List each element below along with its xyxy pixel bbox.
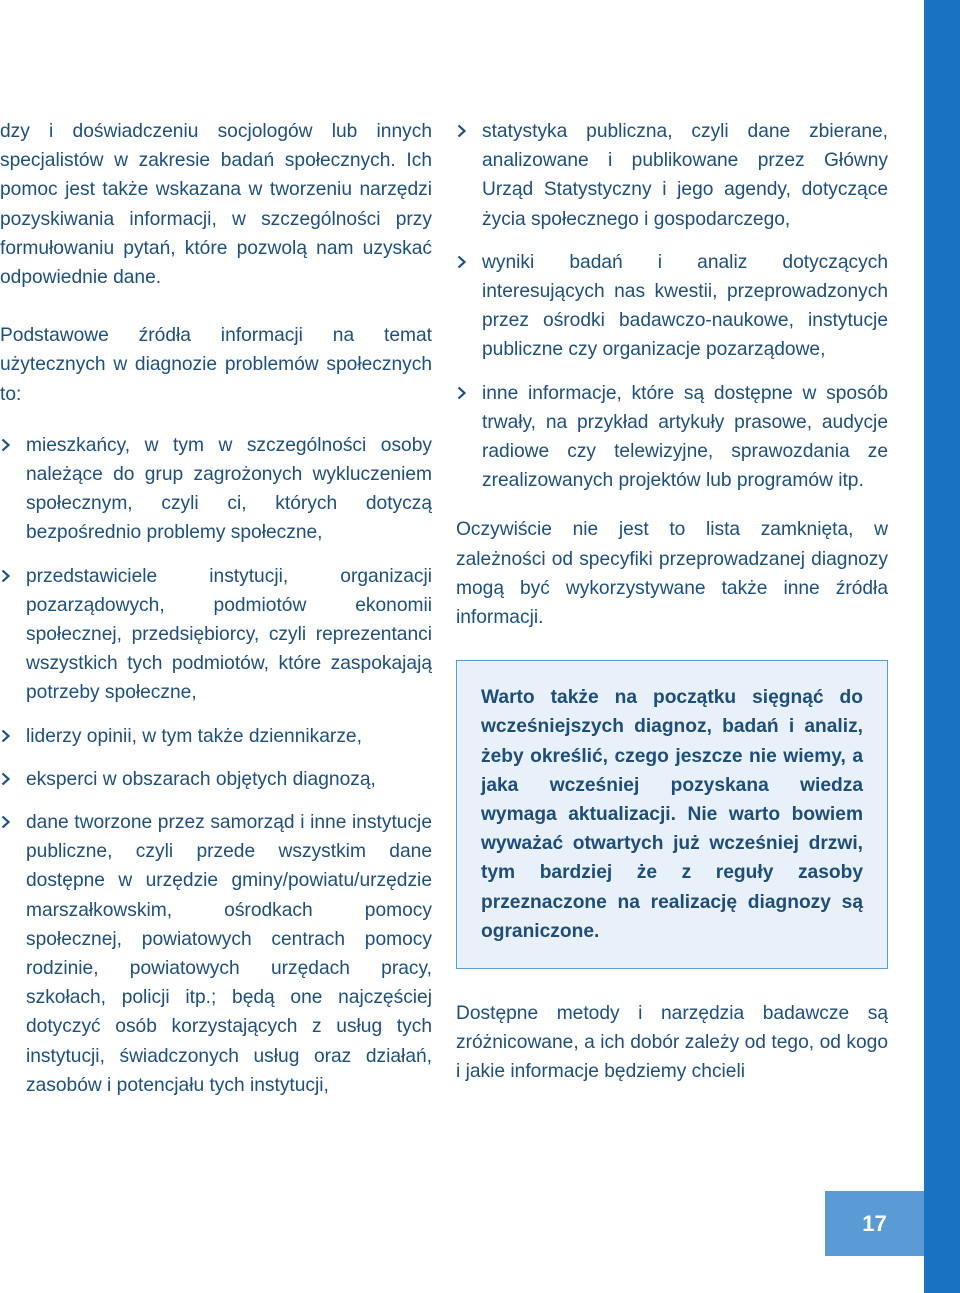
chevron-right-icon bbox=[1, 438, 10, 452]
chevron-right-icon bbox=[1, 569, 10, 583]
list-item bbox=[456, 248, 888, 365]
chevron-right-icon bbox=[1, 772, 10, 786]
intro-paragraph: dzy i doświadczeniu socjologów lub innych specjalistów w zakresie badań społecznych. Ich pomoc jest także wskazana w tworzeniu narzędzi pozyskiwania informacji, w szczególności przy formułowaniu pytań, które pozwolą nam uzyskać odpowiednie dane. bbox=[0, 121, 432, 289]
list-item bbox=[456, 117, 888, 234]
left-column bbox=[0, 117, 432, 1100]
list-item bbox=[0, 562, 432, 708]
note-text: Warto także na początku sięgnąć do wcześniejszych diagnoz, badań i analiz, żeby określić, czego jeszcze nie wiemy, a jaka wcześniej pozyskana wiedza wymaga aktualizacji. Nie warto bowiem wyważać otwartych już wcześniej drzwi, tym bardziej że z reguły zasoby przeznaczone na realizację diagnozy są ograniczone. bbox=[481, 687, 863, 942]
page-edge-bar bbox=[924, 0, 960, 1293]
sources-paragraph: Podstawowe źródła informacji na temat użytecznych w diagnozie problemów społecznych to: bbox=[0, 325, 432, 405]
list-item bbox=[0, 431, 432, 548]
sources-list bbox=[0, 431, 432, 1100]
chevron-right-icon bbox=[1, 729, 10, 743]
list-item bbox=[0, 808, 432, 1100]
list-item-text: statystyka publiczna, czyli dane zbierane, analizowane i publikowane przez Główny Urząd Statystyczny i jego agendy, dotyczące życia społecznego i gospodarczego, bbox=[482, 121, 888, 230]
chevron-right-icon bbox=[1, 815, 10, 829]
list-item-text: liderzy opinii, w tym także dziennikarze, bbox=[26, 725, 362, 747]
list-item-text: przedstawiciele instytucji, organizacji pozarządowych, podmiotów ekonomii społecznej, przedsiębiorcy, czyli reprezentanci wszystkich tych podmiotów, które zaspokajają potrzeby społeczne, bbox=[26, 565, 432, 704]
list-item-text: dane tworzone przez samorząd i inne instytucje publiczne, czyli przede wszystkim dane dostępne w urzędzie gminy/powiatu/urzędzie marszałkowskim, ośrodkach pomocy społecznej, powiatowych centrach pomocy rodzinie, powiatowych urzędach pracy, szkołach, policji itp.; będą one najczęściej dotyczyć osób korzystających z usług tych instytucji, świadczonych usług oraz działań, zasobów i potencjału tych instytucji, bbox=[26, 812, 432, 1096]
chevron-right-icon bbox=[457, 255, 466, 269]
right-column bbox=[456, 117, 888, 1087]
list-item-text: wyniki badań i analiz dotyczących interesujących nas kwestii, przeprowadzonych przez ośrodki badawczo-naukowe, instytucje publiczne czy organizacje pozarządowe, bbox=[482, 251, 888, 361]
chevron-right-icon bbox=[457, 124, 466, 138]
page-number: 17 bbox=[862, 1210, 887, 1236]
page-number-box bbox=[825, 1191, 924, 1256]
closing-paragraph: Oczywiście nie jest to lista zamknięta, w zależności od specyfiki przeprowadzanej diagnozy mogą być wykorzystywane także inne źródła informacji. bbox=[456, 519, 888, 629]
chevron-right-icon bbox=[457, 386, 466, 400]
list-item bbox=[0, 722, 432, 751]
final-paragraph: Dostępne metody i narzędzia badawcze są zróżnicowane, a ich dobór zależy od tego, od kogo i jakie informacje będziemy chcieli bbox=[456, 1003, 888, 1083]
list-item bbox=[0, 765, 432, 794]
list-item-text: mieszkańcy, w tym w szczególności osoby należące do grup zagrożonych wykluczeniem społecznym, czyli ci, których dotyczą bezpośrednio problemy społeczne, bbox=[26, 434, 432, 544]
list-item-text: eksperci w obszarach objętych diagnozą, bbox=[26, 768, 376, 790]
sources-list-continued bbox=[456, 117, 888, 495]
note-box bbox=[456, 660, 888, 969]
list-item bbox=[456, 379, 888, 496]
list-item-text: inne informacje, które są dostępne w sposób trwały, na przykład artykuły prasowe, audycje radiowe czy telewizyjne, sprawozdania ze zrealizowanych projektów lub programów itp. bbox=[482, 382, 888, 492]
